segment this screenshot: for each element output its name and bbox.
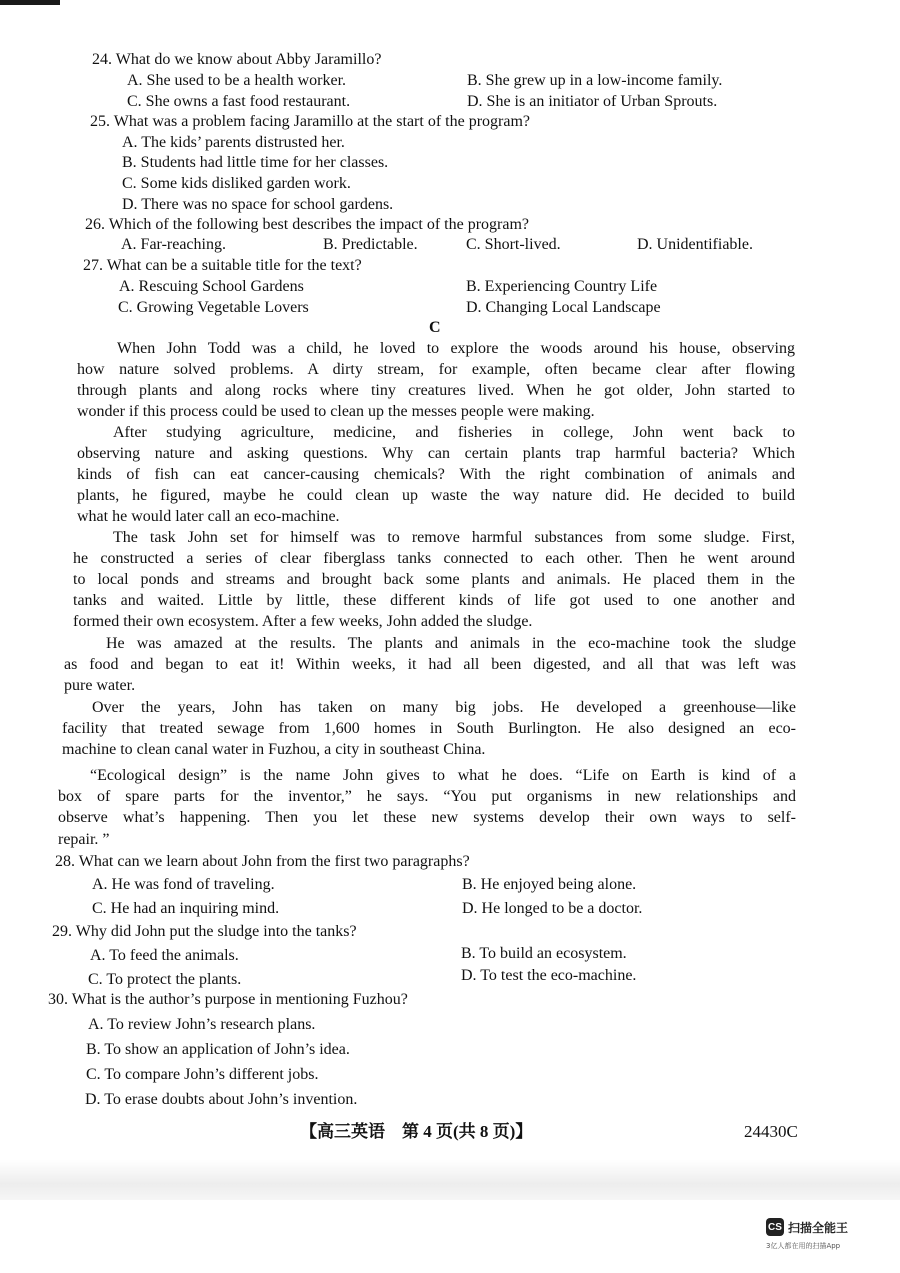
section-heading: C	[429, 319, 441, 336]
passage-line: wonder if this process could be used to clean up the messes people were making.	[77, 403, 595, 420]
question-28-option-a: A. He was fond of traveling.	[92, 876, 275, 893]
passage-line: kinds of fish can eat cancer-causing chemicals? With the right combination of animals and	[77, 466, 795, 483]
scanner-app-name: 扫描全能王	[788, 1220, 849, 1235]
passage-line: as food and began to eat it! Within weeks, it had all been digested, and all that was left was	[64, 656, 796, 673]
passage-line: repair. ”	[58, 831, 110, 848]
question-25-option-c: C. Some kids disliked garden work.	[122, 175, 351, 192]
page-footer-title: 【高三英语 第 4 页(共 8 页)】	[300, 1122, 533, 1141]
scanner-tagline: 3亿人都在用的扫描App	[766, 1242, 841, 1250]
passage-line: tanks and waited. Little by little, these different kinds of life got used to one another and	[73, 592, 795, 609]
passage-line: He was amazed at the results. The plants and animals in the eco-machine took the sludge	[106, 635, 796, 652]
passage-line: “Ecological design” is the name John gives to what he does. “Life on Earth is kind of a	[90, 767, 796, 784]
question-25-option-b: B. Students had little time for her classes.	[122, 154, 389, 171]
passage-line: how nature solved problems. A dirty stream, for example, often became clear after flowing	[77, 361, 795, 378]
passage-line: through plants and along rocks where tiny creatures lived. When he got older, John started to	[77, 382, 795, 399]
question-30-option-c: C. To compare John’s different jobs.	[86, 1066, 319, 1083]
passage-line: box of spare parts for the inventor,” he says. “You put organisms in new relationships and	[58, 788, 796, 805]
passage-line: The task John set for himself was to remove harmful substances from some sludge. First,	[113, 529, 795, 546]
scanner-watermark	[766, 1218, 848, 1236]
passage-line: facility that treated sewage from 1,600 homes in South Burlington. He also designed an eco-	[62, 720, 796, 737]
question-24-option-d: D. She is an initiator of Urban Sprouts.	[467, 93, 718, 110]
question-26-option-d: D. Unidentifiable.	[637, 236, 753, 253]
question-30-option-a: A. To review John’s research plans.	[88, 1016, 316, 1033]
passage-line: When John Todd was a child, he loved to explore the woods around his house, observing	[117, 340, 795, 357]
question-29-option-a: A. To feed the animals.	[90, 947, 239, 964]
passage-line: After studying agriculture, medicine, and fisheries in college, John went back to	[113, 424, 795, 441]
question-26-option-a: A. Far-reaching.	[121, 236, 226, 253]
question-25-option-a: A. The kids’ parents distrusted her.	[122, 134, 345, 151]
question-28-option-c: C. He had an inquiring mind.	[92, 900, 280, 917]
question-24-option-b: B. She grew up in a low-income family.	[467, 72, 723, 89]
question-27-option-b: B. Experiencing Country Life	[466, 278, 658, 295]
passage-line: observe what’s happening. Then you let these new systems develop their own ways to self-	[58, 809, 796, 826]
question-26-option-b: B. Predictable.	[323, 236, 418, 253]
question-29-option-d: D. To test the eco-machine.	[461, 967, 637, 984]
question-24-option-c: C. She owns a fast food restaurant.	[127, 93, 351, 110]
camscanner-logo-icon: CS	[766, 1218, 784, 1236]
question-28-option-b: B. He enjoyed being alone.	[462, 876, 637, 893]
question-25-stem: 25. What was a problem facing Jaramillo at the start of the program?	[90, 113, 530, 130]
passage-line: formed their own ecosystem. After a few weeks, John added the sludge.	[73, 613, 533, 630]
question-24-option-a: A. She used to be a health worker.	[127, 72, 347, 89]
passage-line: machine to clean canal water in Fuzhou, a city in southeast China.	[62, 741, 486, 758]
question-27-option-a: A. Rescuing School Gardens	[119, 278, 304, 295]
question-30-stem: 30. What is the author’s purpose in mentioning Fuzhou?	[48, 991, 408, 1008]
question-28-option-d: D. He longed to be a doctor.	[462, 900, 643, 917]
question-27-stem: 27. What can be a suitable title for the text?	[83, 257, 362, 274]
question-29-option-b: B. To build an ecosystem.	[461, 945, 627, 962]
passage-line: plants, he figured, maybe he could clean up waste the way nature did. He decided to build	[77, 487, 795, 504]
question-30-option-d: D. To erase doubts about John’s invention.	[85, 1091, 358, 1108]
question-24-stem: 24. What do we know about Abby Jaramillo?	[92, 51, 382, 68]
question-29-option-c: C. To protect the plants.	[88, 971, 242, 988]
question-26-stem: 26. Which of the following best describes the impact of the program?	[85, 216, 530, 233]
question-25-option-d: D. There was no space for school gardens.	[122, 196, 394, 213]
passage-line: Over the years, John has taken on many big jobs. He developed a greenhouse—like	[92, 699, 796, 716]
passage-line: pure water.	[64, 677, 136, 694]
page-footer-code: 24430C	[744, 1122, 798, 1141]
passage-line: observing nature and asking questions. Why can certain plants trap harmful bacteria? Which	[77, 445, 795, 462]
passage-line: what he would later call an eco-machine.	[77, 508, 340, 525]
question-27-option-c: C. Growing Vegetable Lovers	[118, 299, 309, 316]
question-27-option-d: D. Changing Local Landscape	[466, 299, 661, 316]
question-28-stem: 28. What can we learn about John from the first two paragraphs?	[55, 853, 470, 870]
question-29-stem: 29. Why did John put the sludge into the tanks?	[52, 923, 357, 940]
passage-line: to local ponds and streams and brought back some plants and animals. He placed them in the	[73, 571, 795, 588]
question-30-option-b: B. To show an application of John’s idea.	[86, 1041, 350, 1058]
passage-line: he constructed a series of clear fiberglass tanks connected to each other. Then he went around	[73, 550, 795, 567]
question-26-option-c: C. Short-lived.	[466, 236, 561, 253]
